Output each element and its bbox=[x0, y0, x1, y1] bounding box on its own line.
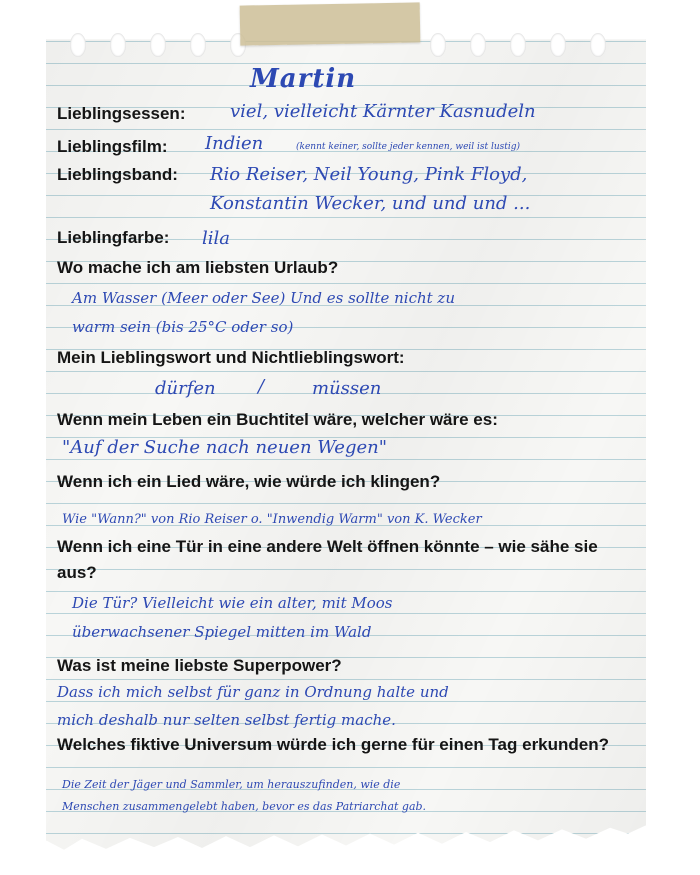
tape-strip bbox=[240, 2, 421, 45]
answer-book-title: "Auf der Suche nach neuen Wegen" bbox=[62, 437, 387, 458]
answer-song: Wie "Wann?" von Rio Reiser o. "Inwendig Warm" von K. Wecker bbox=[62, 512, 482, 527]
question-vacation: Wo mache ich am liebsten Urlaub? bbox=[57, 258, 339, 277]
answer-superpower-line1: Dass ich mich selbst für ganz in Ordnung halte und bbox=[57, 683, 449, 701]
answer-word-favorite: dürfen bbox=[155, 378, 216, 399]
punch-hole bbox=[110, 33, 126, 57]
question-door: Wenn ich eine Tür in eine andere Welt öffnen könnte – wie sähe sie aus? bbox=[57, 537, 598, 582]
answer-universe-line2: Menschen zusammengelebt haben, bevor es das Patriarchat gab. bbox=[62, 800, 427, 813]
punch-hole bbox=[550, 33, 566, 57]
answer-vacation-line1: Am Wasser (Meer oder See) Und es sollte nicht zu bbox=[72, 289, 455, 307]
answer-word-separator: / bbox=[258, 376, 265, 397]
question-universe: Welches fiktive Universum würde ich gerne für einen Tag erkunden? bbox=[57, 735, 610, 754]
answer-vacation-line2: warm sein (bis 25°C oder so) bbox=[72, 318, 294, 336]
band-answer-line2: Konstantin Wecker, und und und ... bbox=[210, 193, 531, 214]
question-song: Wenn ich ein Lied wäre, wie würde ich klingen? bbox=[57, 472, 441, 491]
punch-hole bbox=[510, 33, 526, 57]
color-label: Lieblingfarbe: bbox=[57, 228, 170, 247]
band-answer-line1: Rio Reiser, Neil Young, Pink Floyd, bbox=[210, 164, 528, 185]
answer-door-line1: Die Tür? Vielleicht wie ein alter, mit Moos bbox=[72, 594, 393, 612]
punch-hole bbox=[70, 33, 86, 57]
answer-door-line2: überwachsener Spiegel mitten im Wald bbox=[72, 623, 372, 641]
question-words: Mein Lieblingswort und Nichtlieblingswort: bbox=[57, 348, 405, 367]
punch-hole bbox=[590, 33, 606, 57]
punch-hole bbox=[150, 33, 166, 57]
film-answer: Indien bbox=[205, 133, 264, 154]
answer-universe-line1: Die Zeit der Jäger und Sammler, um herauszufinden, wie die bbox=[62, 778, 401, 791]
question-superpower: Was ist meine liebste Superpower? bbox=[57, 656, 342, 675]
food-answer: viel, vielleicht Kärnter Kasnudeln bbox=[230, 101, 536, 122]
question-book-title: Wenn mein Leben ein Buchtitel wäre, welcher wäre es: bbox=[57, 410, 498, 429]
color-answer: lila bbox=[202, 228, 231, 249]
food-label: Lieblingsessen: bbox=[57, 104, 186, 123]
punch-hole bbox=[190, 33, 206, 57]
answer-word-dislike: müssen bbox=[312, 378, 382, 399]
band-label: Lieblingsband: bbox=[57, 165, 178, 184]
page-title: Martin bbox=[250, 64, 357, 94]
punch-hole bbox=[430, 33, 446, 57]
film-label: Lieblingsfilm: bbox=[57, 137, 168, 156]
film-note: (kennt keiner, sollte jeder kennen, weil ist lustig) bbox=[296, 142, 521, 152]
punch-hole bbox=[470, 33, 486, 57]
answer-superpower-line2: mich deshalb nur selten selbst fertig mache. bbox=[57, 711, 396, 729]
